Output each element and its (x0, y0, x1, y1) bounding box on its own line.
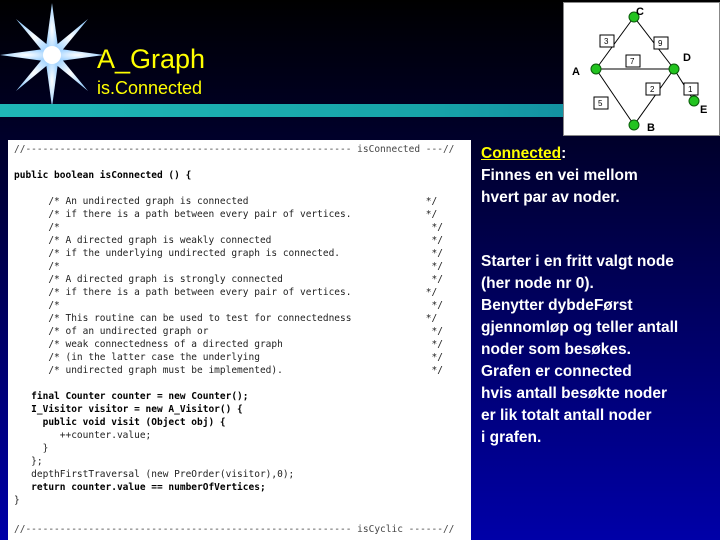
edge-weight-5: 5 (598, 99, 603, 108)
code-line: /* (in the latter case the underlying */ (14, 352, 443, 363)
algorithm-line: i grafen. (481, 429, 542, 446)
node-b-circle (629, 120, 639, 130)
slide-title: A_Graph (97, 44, 206, 74)
code-line: /* if there is a path between every pair of vertices. */ (14, 209, 438, 220)
definition-line-3: hvert par av noder. (481, 189, 620, 206)
algorithm-line: gjennomløp og teller antall (481, 319, 679, 336)
code-line: /* An undirected graph is connected */ (14, 196, 438, 207)
code-line: depthFirstTraversal (new PreOrder(visitor),0); (14, 469, 295, 480)
edge-weight-1: 1 (688, 85, 693, 94)
code-line: /* weak connectedness of a directed graph */ (14, 339, 443, 350)
code-line: /* */ (14, 261, 443, 272)
algorithm-line: hvis antall besøkte noder (481, 385, 668, 402)
code-line: /* if there is a path between every pair of vertices. */ (14, 287, 438, 298)
code-line: return counter.value == numberOfVertices; (14, 482, 266, 493)
node-a-label: A (572, 66, 580, 78)
node-e-label: E (700, 104, 708, 116)
code-listing (8, 140, 471, 540)
algorithm-line-part: Benytter dybde (481, 297, 594, 314)
algorithm-line: Starter i en fritt valgt node (481, 253, 674, 270)
slide-subtitle: is.Connected (97, 78, 203, 98)
edge-weight-2: 2 (650, 85, 655, 94)
definition-line-1 (481, 143, 638, 165)
code-line: //--------------------------------------------------------- isCyclic ------// (14, 524, 455, 535)
algorithm-line-part: Først (593, 297, 633, 314)
algorithm-line: noder som besøkes. (481, 341, 631, 358)
code-line: } (14, 443, 49, 454)
node-c-label: C (636, 6, 644, 18)
definition-line-2: Finnes en vei mellom (481, 167, 638, 184)
code-line: } (14, 495, 20, 506)
code-line: I_Visitor visitor = new A_Visitor() { (14, 404, 243, 415)
code-line: /* */ (14, 300, 443, 311)
edge-weight-3: 3 (604, 37, 609, 46)
code-line: public boolean isConnected () { (14, 170, 192, 181)
definition-term: Connected (481, 145, 562, 162)
code-line: final Counter counter = new Counter(); (14, 391, 249, 402)
definition-colon: : (561, 145, 567, 162)
node-b-label: B (647, 122, 655, 134)
graph-diagram (564, 3, 719, 135)
edge-weight-9: 9 (658, 39, 663, 48)
code-line: //--------------------------------------------------------- isConnected ---// (14, 144, 455, 155)
code-line: /* This routine can be used to test for connectedness */ (14, 313, 438, 324)
algorithm-line (481, 295, 678, 317)
algorithm-line: (her node nr 0). (481, 275, 594, 292)
node-a-circle (591, 64, 601, 74)
code-line: /* A directed graph is strongly connected */ (14, 274, 443, 285)
code-line: }; (14, 456, 43, 467)
graph-illustration (563, 2, 720, 136)
code-line: /* undirected graph must be implemented). */ (14, 365, 443, 376)
node-e-circle (689, 96, 699, 106)
code-line: public void visit (Object obj) { (14, 417, 226, 428)
code-line: /* A directed graph is weakly connected */ (14, 235, 443, 246)
code-line: /* of an undirected graph or */ (14, 326, 443, 337)
algorithm-block (481, 251, 678, 449)
code-line: /* if the underlying undirected graph is connected. */ (14, 248, 443, 259)
algorithm-line: er lik totalt antall noder (481, 407, 652, 424)
code-line: /* */ (14, 222, 443, 233)
definition-block (481, 143, 638, 209)
code-line: ++counter.value; (14, 430, 152, 441)
node-d-circle (669, 64, 679, 74)
algorithm-line: Grafen er connected (481, 363, 632, 380)
edge-weight-7: 7 (630, 57, 635, 66)
node-d-label: D (683, 52, 691, 64)
